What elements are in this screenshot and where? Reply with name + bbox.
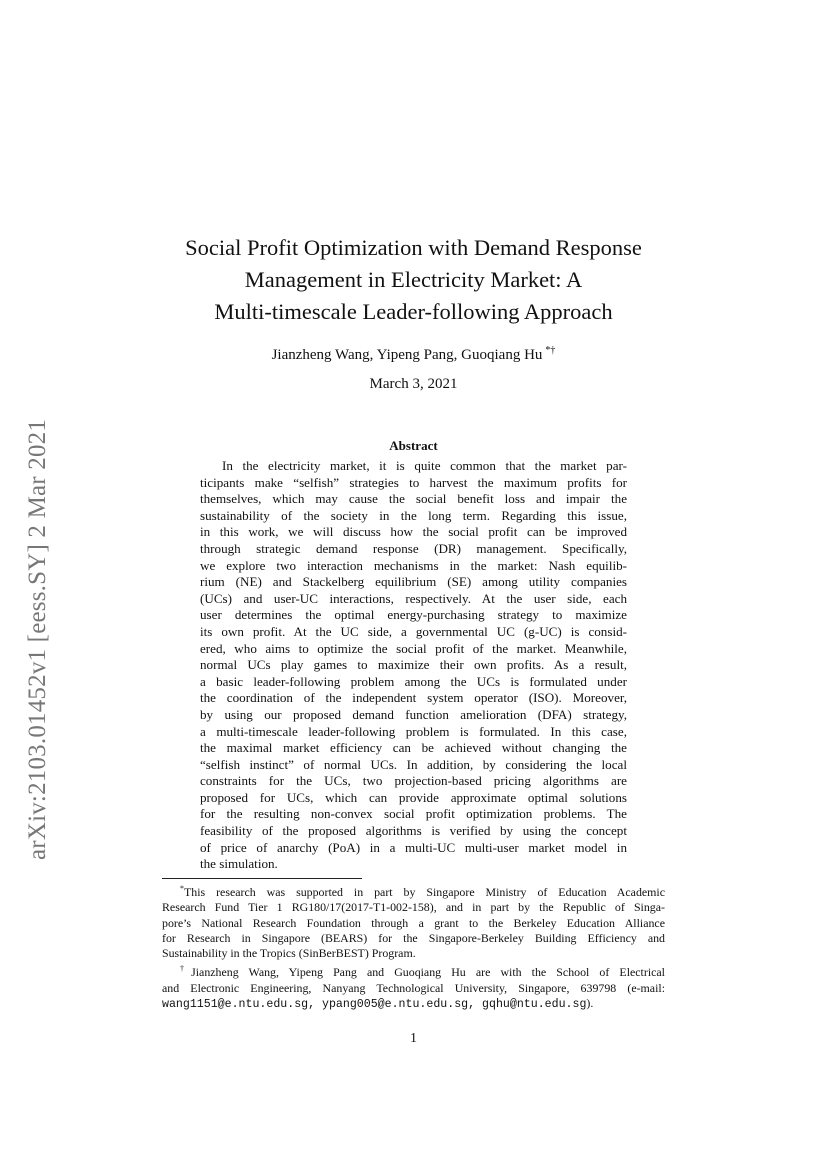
abstract-line: a multi-timescale leader-following problem is formulated. In this case, bbox=[200, 723, 627, 739]
abstract-line: by using our proposed demand function amelioration (DFA) strategy, bbox=[200, 706, 627, 722]
arxiv-identifier-stamp: arXiv:2103.01452v1 [eess.SY] 2 Mar 2021 bbox=[24, 418, 51, 860]
footnote-affiliation-line: and Electronic Engineering, Nanyang Technological University, Singapore, 639798 (e-mail: bbox=[162, 980, 665, 995]
abstract-heading: Abstract bbox=[389, 438, 438, 453]
abstract-line: normal UCs play games to maximize their own profits. As a result, bbox=[200, 657, 627, 673]
footnote-marker: * bbox=[180, 884, 184, 893]
abstract-line: feasibility of the proposed algorithms is verified by using the concept bbox=[200, 823, 627, 839]
abstract-line: through strategic demand response (DR) management. Specifically, bbox=[200, 540, 627, 556]
footnote-funding-line: Research Fund Tier 1 RG180/17(2017-T1-002-158), and in part by the Republic of Singa- bbox=[162, 900, 665, 915]
footnote-affiliation-line bbox=[162, 961, 665, 980]
abstract-line: constraints for the UCs, two projection-based pricing algorithms are bbox=[200, 773, 627, 789]
abstract-line: the maximal market efficiency can be achieved without changing the bbox=[200, 740, 627, 756]
title-line: Social Profit Optimization with Demand Response bbox=[185, 235, 642, 260]
footnotes bbox=[162, 881, 665, 1012]
footnote-funding-line: pore’s National Research Foundation through a grant to the Berkeley Education Alliance bbox=[162, 915, 665, 930]
footnote-closing: ). bbox=[586, 996, 594, 1011]
publication-date: March 3, 2021 bbox=[369, 376, 458, 392]
abstract-line: rium (NE) and Stackelberg equilibrium (SE) among utility companies bbox=[200, 574, 627, 590]
author-emails[interactable]: wang1151@e.ntu.edu.sg, ypang005@e.ntu.edu.sg, gqhu@ntu.edu.sg bbox=[162, 998, 587, 1012]
footnote-marker: † bbox=[180, 964, 192, 974]
footnote-text: Jianzheng Wang, Yipeng Pang and Guoqiang Hu are with the School of Electrical bbox=[191, 965, 665, 980]
abstract-line: ered, who aims to optimize the social profit of the market. Meanwhile, bbox=[200, 640, 627, 656]
abstract-line: sustainability of the society in the long term. Regarding this issue, bbox=[200, 507, 627, 523]
footnote-funding-line: Sustainability in the Tropics (SinBerBEST) Program. bbox=[162, 946, 416, 961]
page-number: 1 bbox=[410, 1031, 417, 1046]
abstract-line: the simulation. bbox=[200, 856, 278, 872]
abstract-line: (UCs) and user-UC interactions, respectively. At the user side, each bbox=[200, 590, 627, 606]
footnote-funding-line bbox=[162, 881, 665, 900]
abstract-line: for the resulting non-convex social profit optimization problems. The bbox=[200, 806, 627, 822]
author-footnote-marks: *† bbox=[545, 345, 556, 356]
abstract-line: themselves, which may cause the social benefit loss and impair the bbox=[200, 491, 627, 507]
title-line: Management in Electricity Market: A bbox=[244, 267, 583, 292]
abstract-line: proposed for UCs, which can provide approximate optimal solutions bbox=[200, 789, 627, 805]
abstract-line: we explore two interaction mechanisms in the market: Nash equilib- bbox=[200, 557, 627, 573]
author-names: Jianzheng Wang, Yipeng Pang, Guoqiang Hu bbox=[271, 347, 543, 363]
abstract-line: of price of anarchy (PoA) in a multi-UC multi-user market model in bbox=[200, 839, 627, 855]
title-line: Multi-timescale Leader-following Approach bbox=[214, 299, 613, 324]
paper-title bbox=[150, 232, 677, 328]
footnote-text: This research was supported in part by Singapore Ministry of Education Academic bbox=[184, 884, 665, 899]
abstract-line: ticipants make “selfish” strategies to harvest the maximum profits for bbox=[200, 474, 627, 490]
abstract-line: its own profit. At the UC side, a governmental UC (g-UC) is consid- bbox=[200, 623, 627, 639]
footnote-divider bbox=[162, 878, 362, 879]
abstract-line: the coordination of the independent system operator (ISO). Moreover, bbox=[200, 690, 627, 706]
abstract-line: a basic leader-following problem among the UCs is formulated under bbox=[200, 673, 627, 689]
footnote-email-line bbox=[162, 996, 665, 1012]
abstract-line: user determines the optimal energy-purchasing strategy to maximize bbox=[200, 607, 627, 623]
abstract-line: In the electricity market, it is quite common that the market par- bbox=[222, 458, 627, 473]
author-list bbox=[150, 341, 677, 365]
abstract-line: “selfish instinct” of normal UCs. In addition, by considering the local bbox=[200, 756, 627, 772]
footnote-funding-line: for Research in Singapore (BEARS) for the Singapore-Berkeley Building Efficiency and bbox=[162, 930, 665, 945]
abstract-body bbox=[200, 458, 627, 873]
abstract-line: in this work, we will discuss how the social profit can be improved bbox=[200, 524, 627, 540]
